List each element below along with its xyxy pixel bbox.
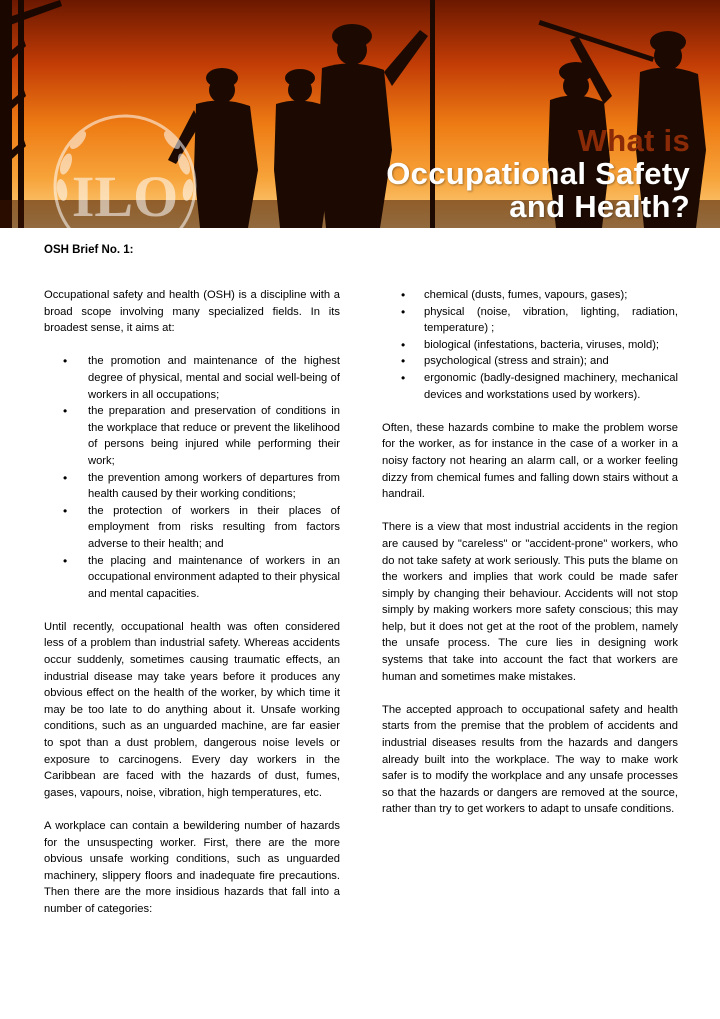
ilo-logo xyxy=(55,116,195,228)
list-item: • the prevention among workers of departures from health caused by their working conditions; xyxy=(44,470,340,503)
left-column xyxy=(44,287,340,934)
paragraph-workplace-hazards: A workplace can contain a bewildering number of hazards for the unsuspecting worker. First, there are the more obvious unsafe working conditions, such as unguarded machinery, slippery floors and inadequate fire precautions. Then there are the more insidious hazards that fall into a number of categories: xyxy=(44,820,340,915)
brief-number: OSH Brief No. 1: xyxy=(44,244,134,256)
banner-title xyxy=(386,124,690,223)
aims-list xyxy=(44,353,340,602)
list-item: • chemical (dusts, fumes, vapours, gases); xyxy=(382,287,678,304)
ilo-logo-text: ILO xyxy=(71,164,179,228)
banner-title-line2: Occupational Safety xyxy=(386,156,690,191)
list-item: • ergonomic (badly-designed machinery, mechanical devices and workstations used by workers). xyxy=(382,370,678,403)
paragraph-careless-workers: There is a view that most industrial accidents in the region are caused by "careless" or "accident-prone" workers, who do not take safety at work seriously. This puts the blame on the workers and implies that work could be made safer simply by changing their behaviour. Accidents will not stop simply by making workers more safety conscious; this may help, but it does not get at the root of the problem, namely the unsafe process. The cure lies in designing work systems that take into account the fact that workers are human and sometimes make mistakes. xyxy=(382,521,678,683)
right-column xyxy=(382,287,678,835)
list-item: • biological (infestations, bacteria, viruses, mold); xyxy=(382,337,678,354)
list-item: • the placing and maintenance of workers in an occupational environment adapted to their physical and mental capacities. xyxy=(44,553,340,603)
paragraph-accepted-approach: The accepted approach to occupational safety and health starts from the premise that the problem of accidents and industrial diseases results from the hazards and dangers already built into the workplace. The way to make work safer is to modify the workplace and any unsafe processes so that the hazards or dangers are removed at the source, rather than try to get workers to adapt to unsafe conditions. xyxy=(382,703,678,816)
crane-silhouette xyxy=(0,0,62,228)
intro-paragraph: Occupational safety and health (OSH) is a discipline with a broad scope involving many specialized fields. In its broadest sense, it aims at: xyxy=(44,289,340,335)
list-item: • physical (noise, vibration, lighting, radiation, temperature) ; xyxy=(382,304,678,337)
banner-title-line3: and Health? xyxy=(509,189,690,224)
list-item: • the preparation and preservation of conditions in the workplace that reduce or prevent the likelihood of persons being injured while performing their work; xyxy=(44,403,340,469)
banner-title-line1: What is xyxy=(577,123,690,158)
list-item: • psychological (stress and strain); and xyxy=(382,353,678,370)
header-banner xyxy=(0,0,720,228)
paragraph-combined-hazards: Often, these hazards combine to make the problem worse for the worker, as for instance in the case of a worker in a noisy factory not hearing an alarm call, or a worker feeling dizzy from chemical fumes and falling down stairs without a handrail. xyxy=(382,421,678,501)
list-item: • the protection of workers in their places of employment from risks resulting from factors adverse to their health; and xyxy=(44,503,340,553)
hazard-categories-list xyxy=(382,287,678,403)
list-item: • the promotion and maintenance of the highest degree of physical, mental and social well-being of workers in all occupations; xyxy=(44,353,340,403)
paragraph-occupational-health: Until recently, occupational health was often considered less of a problem than industrial safety. Whereas accidents occur suddenly, sometimes causing traumatic effects, an industrial disease may take years before it produces any obvious effect on the health of the worker, by which time it may be too late to do anything about it. Unsafe working conditions, such as an unguarded machine, are far easier to spot than a dust problem, dangerous noise levels or exposure to carcinogens. Every day workers in the Caribbean are faced with the hazards of dust, fumes, gases, vapours, noise, vibration, high temperatures, etc. xyxy=(44,620,340,799)
